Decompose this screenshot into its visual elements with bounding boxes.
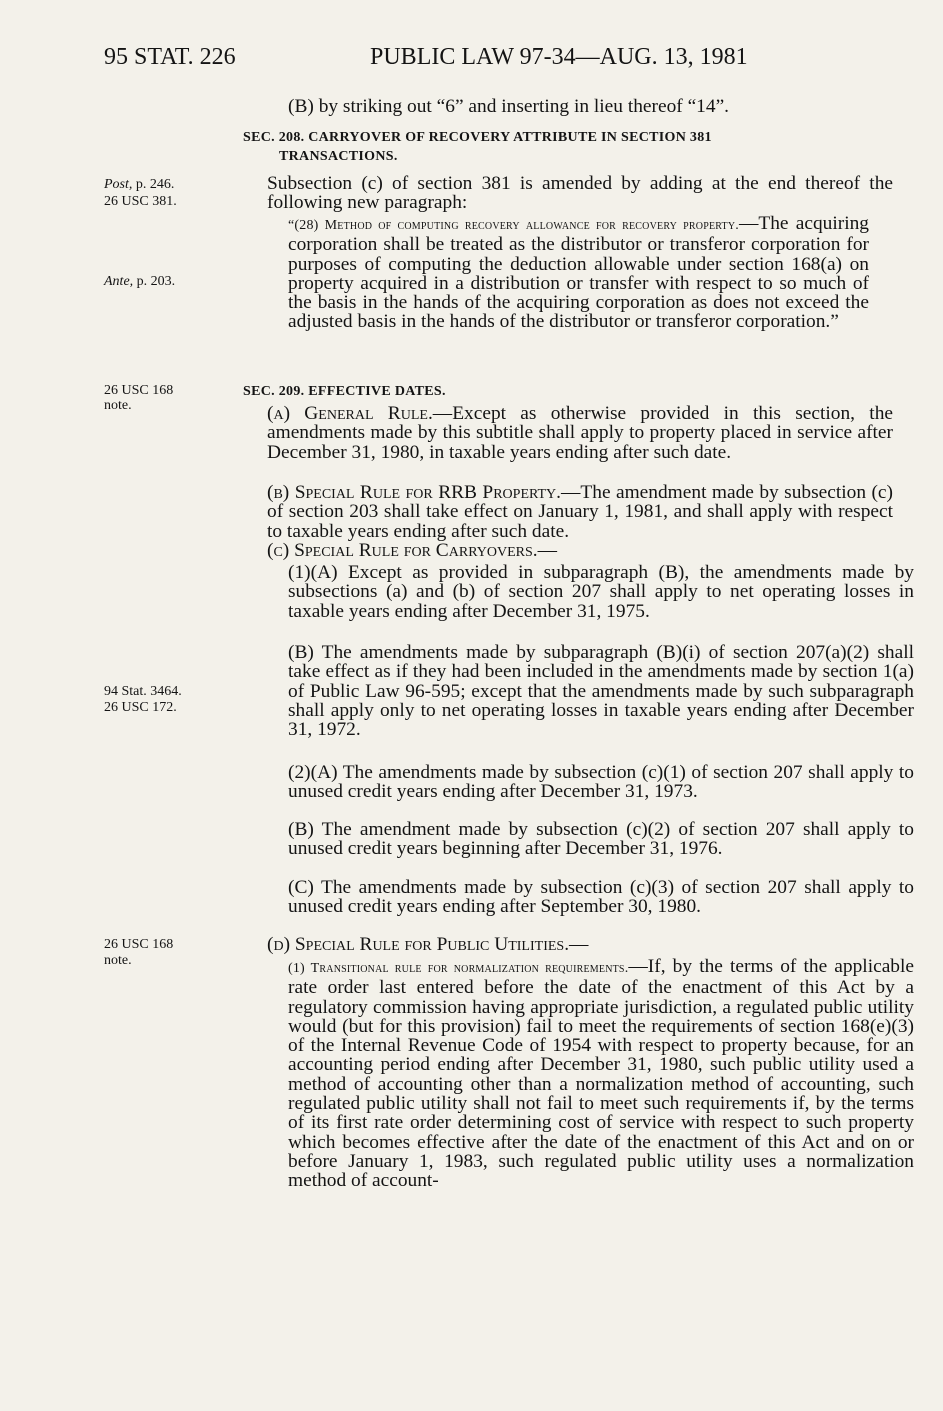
margin-note-post xyxy=(104,177,174,192)
clause-c1a: (1)(A) Except as provided in subparagraph (B), the amendments made by subsections (a) and (b) of section 207 shall apply to net operating losses in taxable years ending after December 31, 1975. xyxy=(288,562,914,622)
subsection-c-dash: — xyxy=(537,540,558,561)
margin-post-page: p. 246. xyxy=(132,177,175,192)
paragraph-d1 xyxy=(243,957,914,1191)
subsection-d-dash: — xyxy=(569,934,589,955)
margin-note-stat3464: 94 Stat. 3464. xyxy=(104,684,182,699)
page-header xyxy=(104,44,874,76)
paragraph-28-heading: “(28) Method of computing recovery allowance for recovery property. xyxy=(288,218,739,233)
margin-note-usc168-a: 26 USC 168 xyxy=(104,383,174,398)
subsection-c-carryovers xyxy=(243,541,893,560)
paragraph-28-text: —The acquiring corporation shall be treated as the distributor or transferor corporation for purposes of computing the deduction allowable under section 168(a) on property acquired in a distribution or transfer with respect to so much of the basis in the hands of the acquiring corporation as does not exceed the adjusted basis in the hands of the distributor or transferor corporation.” xyxy=(288,213,869,333)
statute-citation: 95 STAT. 226 xyxy=(104,44,236,70)
clause-c2a: (2)(A) The amendments made by subsection (c)(1) of section 207 shall apply to unused credit years ending after December 31, 1973. xyxy=(288,762,914,803)
clause-c2c: (C) The amendments made by subsection (c)(3) of section 207 shall apply to unused credit years ending after September 30, 1980. xyxy=(288,877,914,918)
law-title: PUBLIC LAW 97-34—AUG. 13, 1981 xyxy=(370,44,748,70)
subsection-b-text: —The amendment made by subsection (c) of section 203 shall take effect on January 1, 1981, and shall apply with respect to taxable years ending after such date. xyxy=(267,482,893,542)
subsection-b-rrb-property xyxy=(243,483,893,541)
margin-note-usc381: 26 USC 381. xyxy=(104,194,177,209)
margin-ante-page: p. 203. xyxy=(133,274,176,289)
paragraph-d1-heading: (1) Transitional rule for normalization requirements. xyxy=(288,961,629,976)
margin-note-note-a: note. xyxy=(104,398,132,413)
section-209-heading-text: SEC. 209. EFFECTIVE DATES. xyxy=(243,384,446,399)
section-209-heading xyxy=(243,382,869,401)
clause-b: (B) by striking out “6” and inserting in lieu thereof “14”. xyxy=(288,96,730,117)
section-208-heading xyxy=(243,128,869,167)
margin-note-usc168-b: 26 USC 168 xyxy=(104,937,174,952)
subsection-d-heading: (d) Special Rule for Public Utilities. xyxy=(267,934,570,955)
subsection-a-text: —Except as otherwise provided in this section, the amendments made by this subtitle shall apply to property placed in service after December 31, 1980, in taxable years ending after such date. xyxy=(267,403,893,463)
clause-c2b: (B) The amendment made by subsection (c)(2) of section 207 shall apply to unused credit years beginning after December 31, 1976. xyxy=(288,819,914,860)
margin-note-note-b: note. xyxy=(104,953,132,968)
subsection-a-heading: (a) General Rule. xyxy=(267,403,433,424)
subsection-d-public-utilities xyxy=(243,935,893,954)
subsection-c-amendment: Subsection (c) of section 381 is amended by adding at the end thereof the following new paragraph: xyxy=(267,173,893,214)
subsection-c-heading: (c) Special Rule for Carryovers. xyxy=(267,540,538,561)
section-208-heading-line1: SEC. 208. CARRYOVER OF RECOVERY ATTRIBUTE IN SECTION 381 xyxy=(243,130,712,145)
paragraph-d1-text: —If, by the terms of the applicable rate order last entered before the date of the enactment of this Act by a regulatory commission having appropriate jurisdiction, a regulated public utility would (but for this provision) fail to meet the requirements of section 168(e)(3) of the Internal Revenue Code of 1954 with respect to property because, for an accounting period ending after December 31, 1980, such public utility used a method of accounting other than a normalization method of accounting, such regulated public utility shall not fail to meet such requirements if, by the terms of its first rate order determining cost of service with respect to such property which becomes effective after the date of the enactment of this Act and on or before January 1, 1983, such regulated public utility uses a normalization method of account- xyxy=(288,956,914,1192)
paragraph-28 xyxy=(243,214,869,332)
margin-ante-label: Ante, xyxy=(104,274,134,289)
margin-note-ante xyxy=(104,274,175,289)
subsection-b-heading: (b) Special Rule for RRB Property. xyxy=(267,482,562,503)
subsection-a-general-rule xyxy=(243,404,893,462)
clause-c1b: (B) The amendments made by subparagraph (B)(i) of section 207(a)(2) shall take effect as if they had been included in the amendments made by section 1(a) of Public Law 96-595; except that the amendments made by such subparagraph shall apply only to net operating losses in taxable years ending after December 31, 1972. xyxy=(288,642,914,741)
margin-note-usc172: 26 USC 172. xyxy=(104,700,177,715)
margin-post-label: Post, xyxy=(104,177,133,192)
section-208-heading-line2: TRANSACTIONS. xyxy=(279,149,398,165)
